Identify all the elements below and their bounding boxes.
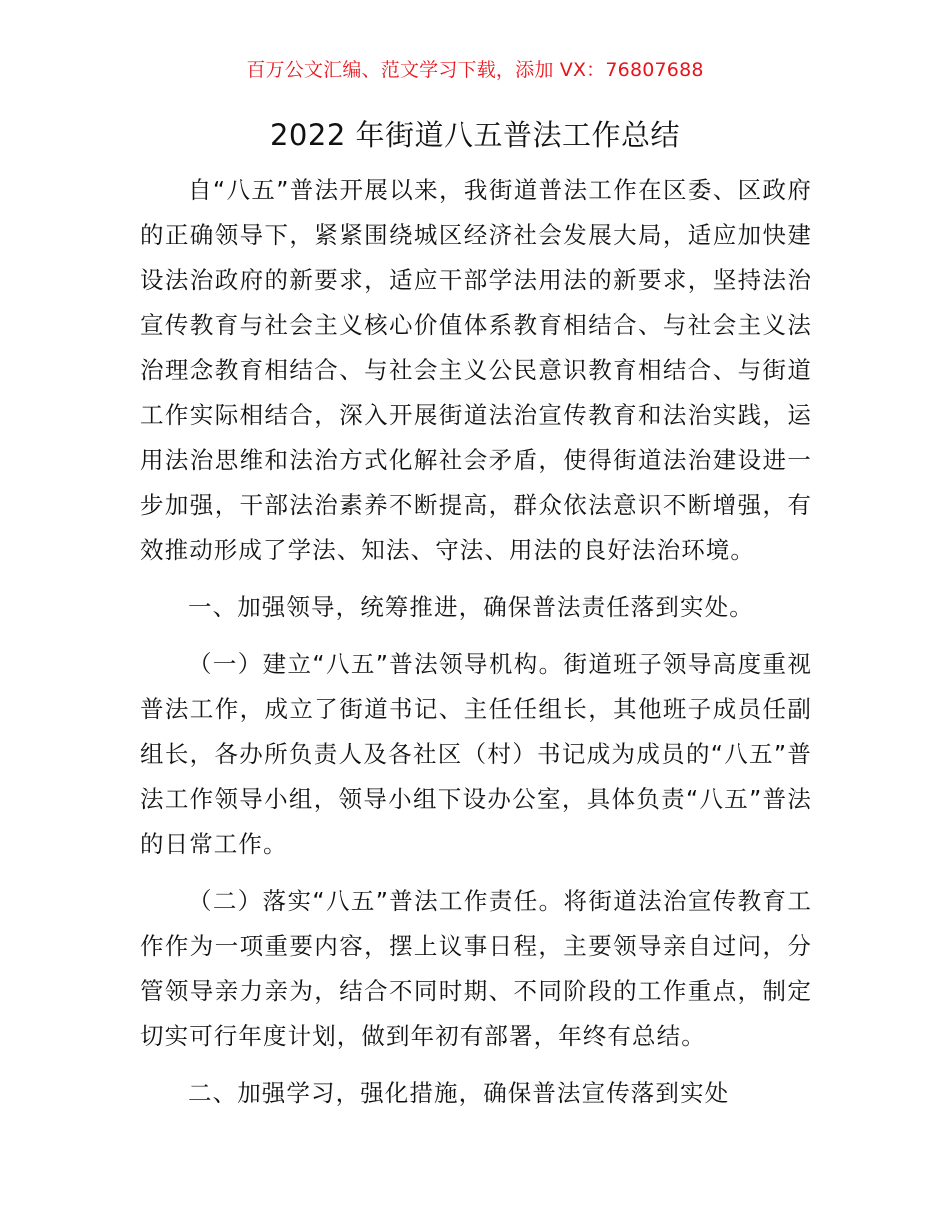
intro-paragraph: 自“八五”普法开展以来，我街道普法工作在区委、区政府的正确领导下，紧紧围绕城区经济社会发展大局，适应加快建设法治政府的新要求，适应干部学法用法的新要求，坚持法治宣传教育与社会主义核心价值体系教育相结合、与社会主义法治理念教育相结合、与社会主义公民意识教育相结合、与街道工作实际相结合，深入开展街道法治宣传教育和法治实践，运用法治思维和法治方式化解社会矛盾，使得街道法治建设进一步加强，干部法治素养不断提高，群众依法意识不断增强，有效推动形成了学法、知法、守法、用法的良好法治环境。 [140, 176, 812, 564]
section-heading-2: 二、加强学习，强化措施，确保普法宣传落到实处 [188, 1079, 730, 1107]
subsection-paragraph-1: （一）建立“八五”普法领导机构。街道班子领导高度重视普法工作，成立了街道书记、主任任组长，其他班子成员任副组长，各办所负责人及各社区（村）书记成为成员的“八五”普法工作领导小组，领导小组下设办公室，具体负责“八五”普法的日常工作。 [140, 650, 812, 858]
document-title: 2022 年街道八五普法工作总结 [269, 118, 681, 152]
document-body [140, 168, 812, 1116]
watermark-header: 百万公文汇编、范文学习下载，添加 VX：76807688 [246, 59, 704, 81]
section-heading-1: 一、加强领导，统筹推进，确保普法责任落到实处。 [188, 593, 754, 621]
subsection-paragraph-2: （二）落实“八五”普法工作责任。将街道法治宣传教育工作作为一项重要内容，摆上议事日程，主要领导亲自过问，分管领导亲力亲为，结合不同时期、不同阶段的工作重点，制定切实可行年度计划，做到年初有部署，年终有总结。 [140, 887, 812, 1050]
